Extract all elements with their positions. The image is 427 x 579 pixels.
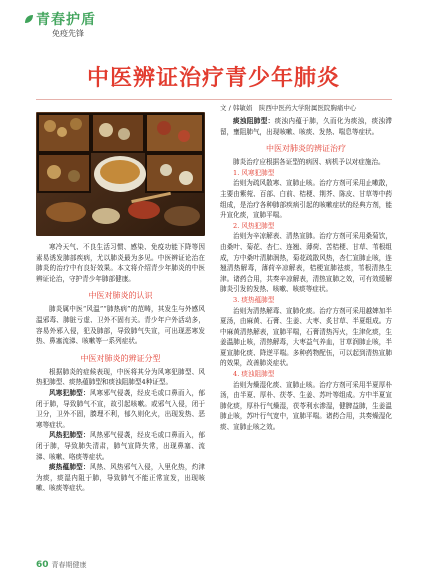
leaf-icon xyxy=(24,14,34,24)
type-wind-heat-text: 风热邪气侵袭，经皮毛或口鼻而入，郁闭于肺，导致肺失清肃，肺气宣降失常，出现鼻塞、流涕、咳嗽、咯痰等症状。 xyxy=(36,431,206,461)
type-phlegm-turbid xyxy=(220,116,392,137)
type-wind-cold-head: 风寒犯肺型： xyxy=(49,388,90,397)
author-line: 文 / 韩敏娟 陕西中医药大学附属医院胸痛中心 xyxy=(220,104,357,112)
type-wind-heat-head: 风热犯肺型： xyxy=(49,431,90,440)
treatment-2-text: 治则为辛凉解表、清热宣肺。治疗方剂可采用桑菊饮，由桑叶、菊花、杏仁、连翘、薄荷、苦桔梗、甘草、苇根组成，方中桑叶清肺润热，菊花疏散风热，杏仁宣肺止咳，连翘清热解毒，薄荷辛凉解表，桔梗宣肺祛痰，苇根清热生津。诸药合用，共奏辛凉解表，清热宣肺之效，可有效缓解肺炎引发的发热、咳嗽、咳痰等症状。 xyxy=(220,232,392,294)
section-heading-understanding: 中医对肺炎的认识 xyxy=(88,291,153,301)
section-subtitle: 免疫先锋 xyxy=(52,29,84,38)
type-phlegm-heat-head: 痰热蕴肺型： xyxy=(49,463,90,472)
type-phlegm-turbid-text: 痰浊内蕴于肺，久而化为痰浊，痰浊滞留，壅阻肺气，出现咳嗽、咳痰、发热、喘息等症状。 xyxy=(220,117,393,136)
article-title: 中医辨证治疗青少年肺炎 xyxy=(86,66,340,91)
intro-paragraph: 寒冷天气、不良生活习惯、感染、免疫功能下降等因素易诱发肺部疾病，尤以肺炎最为多见。中医辨证论治在肺炎的治疗中有良好效果。本文将介绍青少年肺炎的中医辨证论治，守护青少年肺部健康。 xyxy=(36,243,205,283)
type-phlegm-heat xyxy=(36,462,205,494)
type-wind-heat xyxy=(36,430,205,462)
treatment-3-text: 治则为清热解毒、宣肺化痰。治疗方剂可采用越婢加半夏汤，由麻黄、石膏、生姜、大枣、炙甘草、半夏组成。方中麻黄清热解表，宣肺平喘，石膏清热泻火，生津化痰，生姜温肺止咳，清热解毒，大枣益气养血，甘草润肺止咳，半夏宣肺化痰、降逆平喘。多种药物配伍，可以起到清热宣肺的效果，改善肺炎症状。 xyxy=(220,306,392,368)
type-phlegm-turbid-head: 痰浊阻肺型： xyxy=(233,117,275,125)
treatment-2-heading: 2. 风热犯肺型 xyxy=(233,221,275,230)
treatment-4-text: 治则为燥湿化痰、宣肺止咳。治疗方剂可采用半夏厚朴汤，由半夏、厚朴、茯苓、生姜、苏叶等组成。方中半夏宣肺化痰，厚朴行气燥湿，茯苓利水渗湿，健脾益肺，生姜温肺止咳，苏叶行气宽中，宣肺平喘。诸药合用，共奏燥湿化痰、宣肺止咳之效。 xyxy=(220,380,392,432)
type-wind-cold-text: 风寒邪气侵袭，经皮毛或口鼻而入，郁闭于肺，导致肺气不宣，故引起咳嗽。或邪气入侵，闭于卫分，卫外不固，腠理不利，郁久则化火，出现发热、恶寒等症状。 xyxy=(36,388,206,429)
magazine-name: 青春期健康 xyxy=(51,561,87,569)
understanding-paragraph: 肺炎属中医“风温”“肺热病”的范畴，其发生与外感风温邪毒、肺脏亏虚、卫外不固有关。青少年户外活动多，容易外邪入侵，犯及肺部，导致肺气失宣，可出现恶寒发热、鼻塞流涕、咳嗽等一系列症状。 xyxy=(36,305,205,346)
types-paragraph: 根据肺炎的症候表现，中医将其分为风寒犯肺型、风热犯肺型、痰热蕴肺型和痰浊阻肺型4种证型。 xyxy=(36,367,205,387)
section-heading-treatment: 中医对肺炎的辨证治疗 xyxy=(266,144,346,154)
left-column xyxy=(36,242,205,494)
treatment-1-heading: 1. 风寒犯肺型 xyxy=(233,168,275,177)
treatment-paragraph: 肺炎治疗应根据各证型的病因、病机予以对症施治。 xyxy=(233,158,385,167)
type-wind-cold xyxy=(36,388,205,430)
treatment-4-heading: 4. 痰浊阻肺型 xyxy=(233,370,275,379)
section-heading-types: 中医对肺炎的辨证分型 xyxy=(80,353,161,363)
treatment-3-heading: 3. 痰热蕴肺型 xyxy=(233,295,275,304)
page-footer xyxy=(36,560,87,570)
herbal-medicine-photo xyxy=(36,112,205,236)
type-phlegm-heat-text: 风热、风热邪气入侵，入里化热，灼津为痰，痰湿内阻于肺，导致肺气不能正常宣发，出现咳嗽、咳痰等症状。 xyxy=(36,463,206,493)
section-title: 青春护盾 xyxy=(36,12,96,28)
right-column xyxy=(220,116,392,433)
page-number: 60 xyxy=(36,560,49,570)
treatment-1-text: 治则为疏风散寒、宣肺止咳。治疗方剂可采用止嗽散，主要由紫菀、百部、白前、桔梗、荆芥、陈皮、甘草等中药组成，是治疗各种肺部疾病引起的咳嗽症状的经典方剂，能升宣化痰，宣肺平喘。 xyxy=(220,179,392,220)
title-divider xyxy=(36,99,392,100)
